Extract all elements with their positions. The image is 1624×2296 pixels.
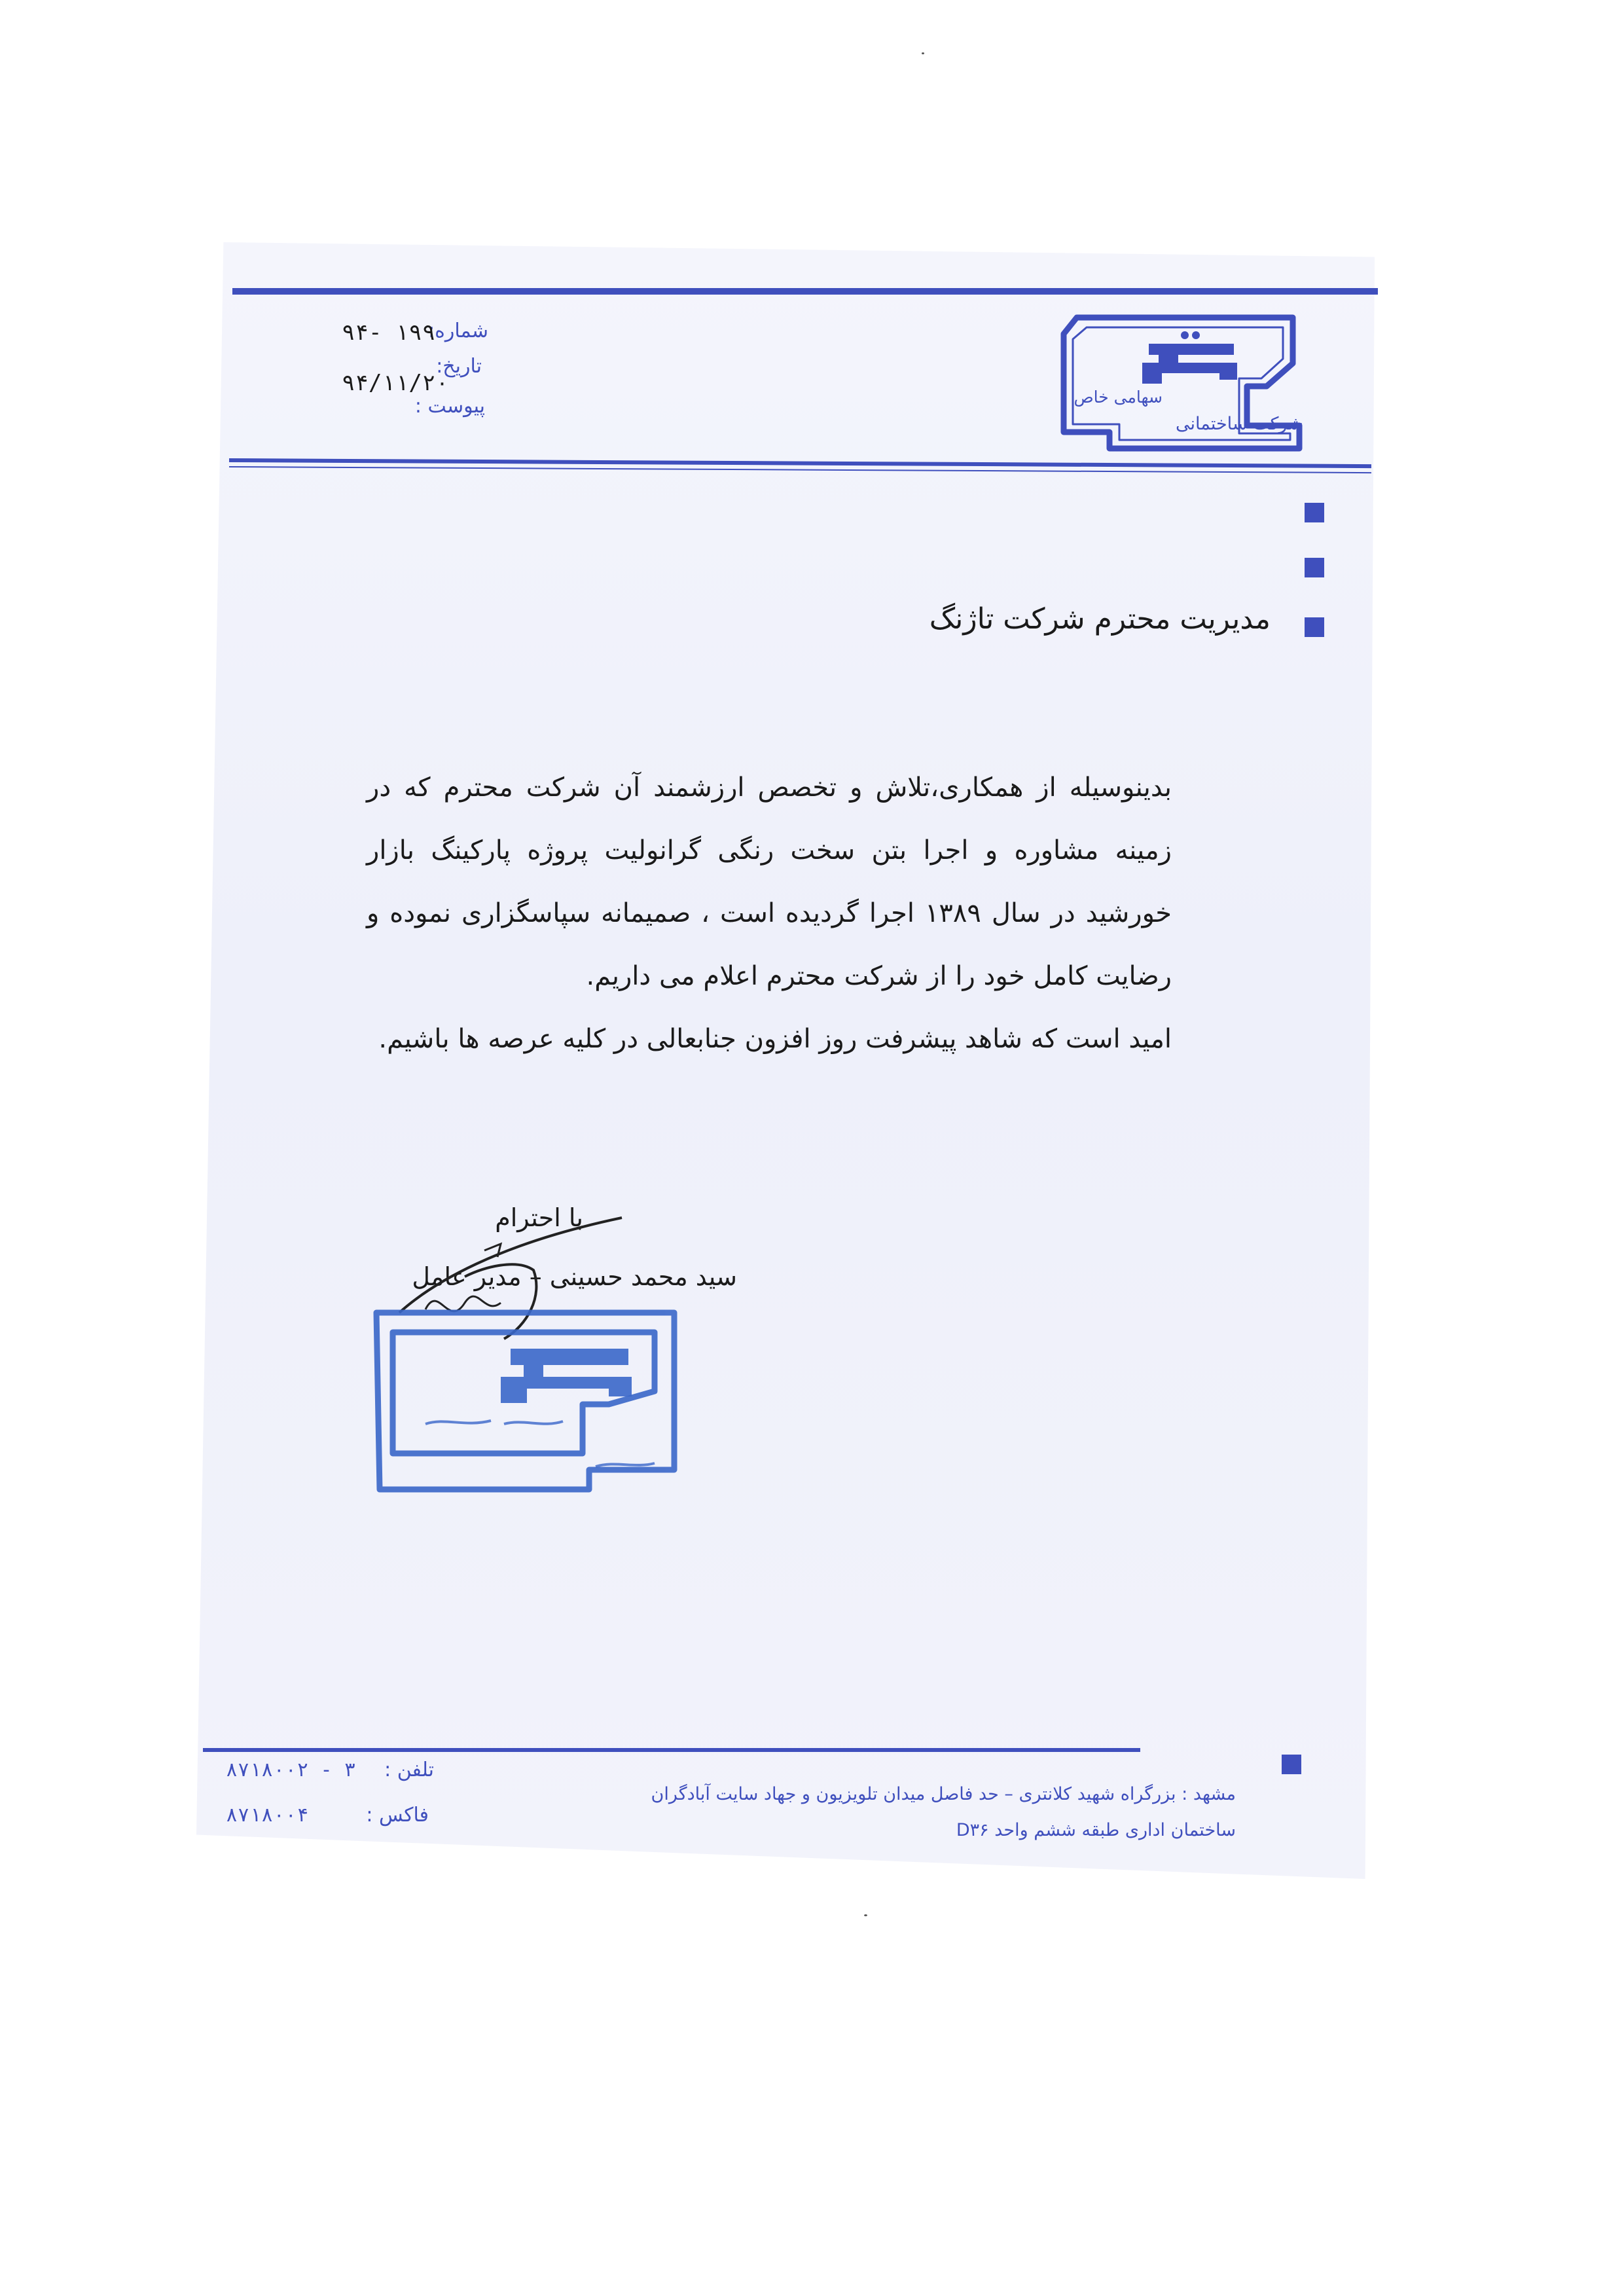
company-stamp [367,1300,687,1503]
bullet-square [1305,617,1324,637]
logo-mark-dot [1181,331,1189,339]
addressee: مدیریت محترم شرکت تاژنگ [929,602,1271,636]
header-top-rule [232,288,1378,295]
scan-speck [922,52,924,54]
bullet-square [1305,558,1324,577]
fax-label: فاکس : [366,1804,429,1827]
company-logo [1051,308,1312,458]
date-label: تاریخ: [436,355,482,378]
stamp-lettering [425,1421,655,1467]
stamp-mark [501,1349,632,1403]
footer-square [1282,1755,1301,1774]
attachment-label: پیوست : [414,395,485,418]
number-label: شماره: [428,319,488,342]
address-line-1: مشهد : بزرگراه شهید کلانتری – حد فاصل میدان تلویزیون و جهاد سایت آبادگران [651,1784,1236,1804]
address-line-2: ساختمان اداری طبقه ششم واحد D۳۶ [956,1820,1236,1840]
footer-rule [203,1748,1140,1752]
logo-company-name: شرکت ساختمانی [1175,414,1303,434]
fax-value: ۸۷۱۸۰۰۴ [226,1804,309,1827]
signer-name: سید محمد حسینی – مدیر عامل [412,1262,737,1291]
scan-speck [864,1914,867,1916]
number-value: ۹۴- ۱۹۹ [342,319,436,346]
letter-body [367,756,1172,1070]
logo-mark [1142,344,1237,384]
phone-label: تلفن : [384,1758,434,1781]
date-value: ۹۴/۱۱/۲۰ [342,370,449,396]
body-paragraph: بدینوسیله از همکاری،تلاش و تخصص ارزشمند آن شرکت محترم که در زمینه مشاوره و اجرا بتن سخت رنگی گرانولیت پروژه پارکینگ بازار خورشید در سال ۱۳۸۹ اجرا گردیده است ، صمیمانه سپاسگزاری نموده و رضایت کامل خود را از شرکت محترم اعلام می داریم. [367,773,1172,991]
closing-text: با احترام [495,1203,583,1232]
phone-value: ۸۷۱۸۰۰۲ - ۳ [226,1758,356,1781]
bullet-square [1305,503,1324,522]
body-paragraph: امید است که شاهد پیشرفت روز افزون جنابعالی در کلیه عرصه ها باشیم. [378,1024,1172,1054]
logo-company-type: سهامی خاص [1074,388,1163,407]
logo-mark-dot [1192,331,1200,339]
